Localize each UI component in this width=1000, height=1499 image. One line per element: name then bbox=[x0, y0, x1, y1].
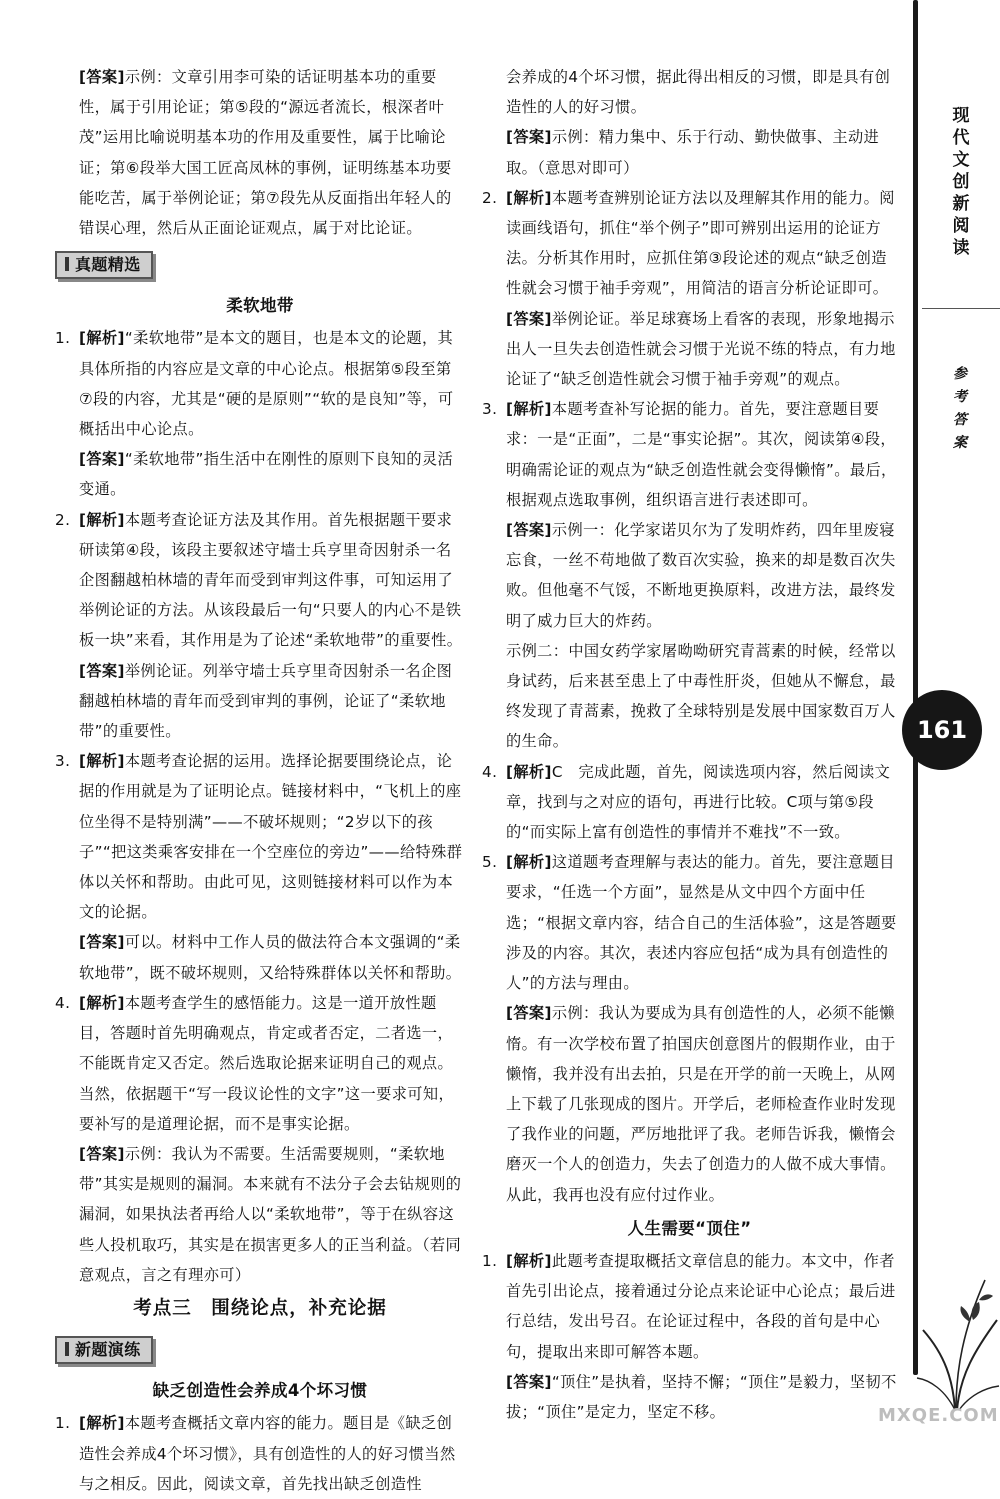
question-item bbox=[482, 757, 897, 848]
page-sidebar bbox=[900, 0, 1000, 1453]
question-item bbox=[482, 1246, 897, 1367]
analysis-text: “柔软地带”是本文的题目，也是本文的论题，其具体所指的内容应是文章的中心论点。根据第⑤段至第⑦段的内容，尤其是“硬的是原则”“软的是良知”等，可概括出中心论点。 bbox=[79, 329, 454, 439]
answer-text: 示例：我认为要成为具有创造性的人，必须不能懒惰。有一次学校布置了拍国庆创意图片的假期作业，由于懒惰，我并没有出去拍，只是在开学的前一天晚上，从网上下载了几张现成的图片。开学后，老师检查作业时发现了我作业的问题，严厉地批评了我。老师告诉我，懒惰会磨灭一个人的创造力，失去了创造力的人做不成大事情。从此，我再也没有应付过作业。 bbox=[506, 1004, 896, 1204]
answer-paragraph bbox=[482, 998, 897, 1209]
question-number: 3. bbox=[55, 752, 71, 771]
answer-tag: [答案] bbox=[79, 450, 125, 469]
answer-tag: [答案] bbox=[79, 68, 125, 86]
series-title: 现代文创新阅读 bbox=[952, 106, 970, 258]
analysis-tag: [解析] bbox=[506, 1251, 552, 1270]
answer-tag: [答案] bbox=[506, 128, 552, 147]
answer-tag: [答案] bbox=[506, 521, 552, 540]
question-number: 5. bbox=[482, 853, 498, 872]
answer-text: 举例论证。举足球赛场上看客的表现，形象地揭示出人一旦失去创造性就会习惯于光说不练的特点，有力地论证了“缺乏创造性就会习惯于袖手旁观”的观点。 bbox=[506, 309, 896, 389]
question-number: 4. bbox=[55, 993, 71, 1012]
analysis-tag: [解析] bbox=[506, 762, 552, 781]
right-column bbox=[482, 62, 897, 1427]
answer-paragraph bbox=[55, 927, 465, 987]
question-item bbox=[55, 988, 465, 1139]
analysis-tag: [解析] bbox=[79, 1414, 125, 1433]
analysis-text: 此题考查提取概括文章信息的能力。本文中，作者首先引出论点，接着通过分论点来论证中心论点；最后进行总结，发出号召。在论证过程中，各段的首句是中心句，提取出来即可解答本题。 bbox=[506, 1251, 896, 1361]
question-item bbox=[482, 394, 897, 515]
answer-text: 可以。材料中工作人员的做法符合本文强调的“柔软地带”，既不破坏规则，又给特殊群体以关怀和帮助。 bbox=[79, 933, 462, 982]
analysis-tag: [解析] bbox=[506, 188, 552, 207]
question-number: 1. bbox=[55, 1414, 71, 1433]
orchid-decoration-icon bbox=[915, 1260, 1000, 1410]
answer-text: 示例一：化学家诺贝尔为了发明炸药，四年里废寝忘食，一丝不苟地做了数百次实验，换来的却是数百次失败。但他毫不气馁，不断地更换原料，改进方法，最终发明了威力巨大的炸药。 bbox=[506, 521, 896, 630]
page-number-badge: 161 bbox=[902, 690, 982, 770]
answer-paragraph bbox=[55, 62, 465, 243]
question-number: 4. bbox=[482, 762, 498, 781]
analysis-text: 本题考查补写论据的能力。首先，要注意题目要求：一是“正面”，二是“事实论据”。其次，阅读第④段，明确需论证的观点为“缺乏创造性就会变得懒惰”。最后，根据观点选取事例，组织语言进行表述即可。 bbox=[506, 400, 897, 509]
answer-text: 示例：我认为不需要。生活需要规则，“柔软地带”其实是规则的漏洞。本来就有不法分子会去钻规则的漏洞，如果执法者再给人以“柔软地带”，等于在纵容这些人投机取巧，其实是在损害更多人的正当利益。（若同意观点，言之有理亦可） bbox=[79, 1144, 462, 1284]
left-column bbox=[55, 62, 465, 1499]
box-mark bbox=[65, 257, 69, 271]
answer-tag: [答案] bbox=[79, 661, 125, 680]
box-mark bbox=[65, 1342, 69, 1356]
analysis-text: 本题考查论据的运用。选择论据要围绕论点，论据的作用就是为了证明论点。链接材料中，“飞机上的座位坐得不是特别满”——不破坏规则；“2岁以下的孩子”“把这类乘客安排在一个空座位的旁边”——给特殊群体以关怀和帮助。由此可见，这则链接材料可以作为本文的论据。 bbox=[79, 752, 463, 922]
question-item bbox=[55, 323, 465, 444]
analysis-text: 这道题考查理解与表达的能力。首先，要注意题目要求，“任选一个方面”，显然是从文中四个方面中任选；“根据文章内容，结合自己的生活体验”，这是答题要涉及的内容。其次，表述内容应包括“成为具有创造性的人”的方法与理由。 bbox=[506, 853, 897, 993]
analysis-tag: [解析] bbox=[506, 400, 552, 419]
article-title: 人生需要“顶住” bbox=[627, 1218, 752, 1238]
answer-reference-label: 参考答案 bbox=[953, 366, 967, 451]
question-number: 3. bbox=[482, 400, 498, 419]
answer-text: “顶住”是执着，坚持不懈；“顶住”是毅力，坚韧不拔；“顶住”是定力，坚定不移。 bbox=[506, 1372, 897, 1421]
section-heading: 考点三 围绕论点，补充论据 bbox=[133, 1297, 387, 1319]
watermark-text: MXQE.COM bbox=[878, 1405, 999, 1426]
answer-tag: [答案] bbox=[506, 1372, 552, 1391]
answer-paragraph bbox=[482, 304, 897, 395]
analysis-tag: [解析] bbox=[506, 853, 552, 872]
continued-text: 会养成的4个坏习惯，据此得出相反的习惯，即是具有创造性的人的好习惯。 bbox=[506, 68, 891, 117]
section-box-zhenti bbox=[55, 251, 153, 279]
question-number: 2. bbox=[482, 188, 498, 207]
answer-example-two: 示例二：中国女药学家屠呦呦研究青蒿素的时候，经常以身试药，后来甚至患上了中毒性肝炎，但她从不懈怠，最终发现了青蒿素，挽救了全球特别是发展中国家数百万人的生命。 bbox=[506, 641, 896, 751]
analysis-tag: [解析] bbox=[79, 510, 125, 529]
question-number: 1. bbox=[55, 329, 71, 348]
question-item bbox=[55, 1408, 465, 1499]
answer-text: 示例：精力集中、乐于行动、勤快做事、主动进取。（意思对即可） bbox=[506, 128, 880, 177]
analysis-tag: [解析] bbox=[79, 993, 125, 1012]
analysis-text: 本题考查学生的感悟能力。这是一道开放性题目，答题时首先明确观点，肯定或者否定，二者选一，不能既肯定又否定。然后选取论据来证明自己的观点。当然，依据题干“写一段议论性的文字”这一要求可知，要补写的是道理论据，而不是事实论据。 bbox=[79, 993, 455, 1133]
answer-paragraph bbox=[482, 515, 897, 636]
analysis-tag: [解析] bbox=[79, 329, 125, 348]
question-item bbox=[55, 746, 465, 927]
answer-paragraph bbox=[55, 1139, 465, 1290]
sidebar-rule bbox=[922, 308, 1000, 309]
box-label: 真题精选 bbox=[75, 255, 141, 275]
answer-tag: [答案] bbox=[506, 1004, 552, 1023]
answer-paragraph bbox=[482, 122, 897, 182]
answer-tag: [答案] bbox=[79, 1144, 125, 1163]
answer-text: “柔软地带”指生活中在刚性的原则下良知的灵活变通。 bbox=[79, 450, 454, 499]
question-number: 2. bbox=[55, 510, 71, 529]
analysis-text: 本题考查论证方法及其作用。首先根据题干要求研读第④段，该段主要叙述守墙士兵亨里奇因射杀一名企图翻越柏林墙的青年而受到审判这件事，可知运用了举例论证的方法。从该段最后一句“只要人的内心不是铁板一块”来看，其作用是为了论述“柔软地带”的重要性。 bbox=[79, 510, 463, 650]
article-title: 缺乏创造性会养成4个坏习惯 bbox=[152, 1381, 368, 1401]
analysis-tag: [解析] bbox=[79, 752, 125, 771]
analysis-text: C 完成此题，首先，阅读选项内容，然后阅读文章，找到与之对应的语句，再进行比较。C项与第⑤段的“而实际上富有创造性的事情并不难找”不一致。 bbox=[506, 762, 891, 842]
answer-paragraph bbox=[55, 444, 465, 504]
answer-paragraph bbox=[482, 1367, 897, 1427]
answer-tag: [答案] bbox=[506, 309, 552, 328]
question-item bbox=[482, 183, 897, 304]
box-label: 新题演练 bbox=[75, 1340, 141, 1360]
question-item bbox=[482, 847, 897, 998]
answer-tag: [答案] bbox=[79, 933, 125, 952]
answer-paragraph bbox=[55, 656, 465, 747]
question-number: 1. bbox=[482, 1251, 498, 1270]
section-box-xinti bbox=[55, 1336, 153, 1364]
answer-text: 举例论证。列举守墙士兵亨里奇因射杀一名企图翻越柏林墙的青年而受到审判的事例，论证了“柔软地带”的重要性。 bbox=[79, 661, 453, 741]
brush-divider bbox=[913, 0, 918, 1375]
question-item bbox=[55, 505, 465, 656]
answer-text: 示例：文章引用李可染的话证明基本功的重要性，属于引用论证；第⑤段的“源远者流长，根深者叶茂”运用比喻说明基本功的作用及重要性，属于比喻论证；第⑥段举大国工匠高凤林的事例，证明练基本功要能吃苦，属于举例论证；第⑦段先从反面指出年轻人的错误心理，然后从正面论证观点，属于对比论证。 bbox=[79, 68, 452, 238]
article-title: 柔软地带 bbox=[226, 296, 294, 316]
analysis-text: 本题考查辨别论证方法以及理解其作用的能力。阅读画线语句，抓住“举个例子”即可辨别出运用的论证方法。分析其作用时，应抓住第③段论述的观点“缺乏创造性就会习惯于袖手旁观”，用简洁的语言分析论证即可。 bbox=[506, 188, 895, 298]
analysis-text: 本题考查概括文章内容的能力。题目是《缺乏创造性会养成4个坏习惯》，具有创造性的人的好习惯当然与之相反。因此，阅读文章，首先找出缺乏创造性 bbox=[79, 1414, 456, 1493]
